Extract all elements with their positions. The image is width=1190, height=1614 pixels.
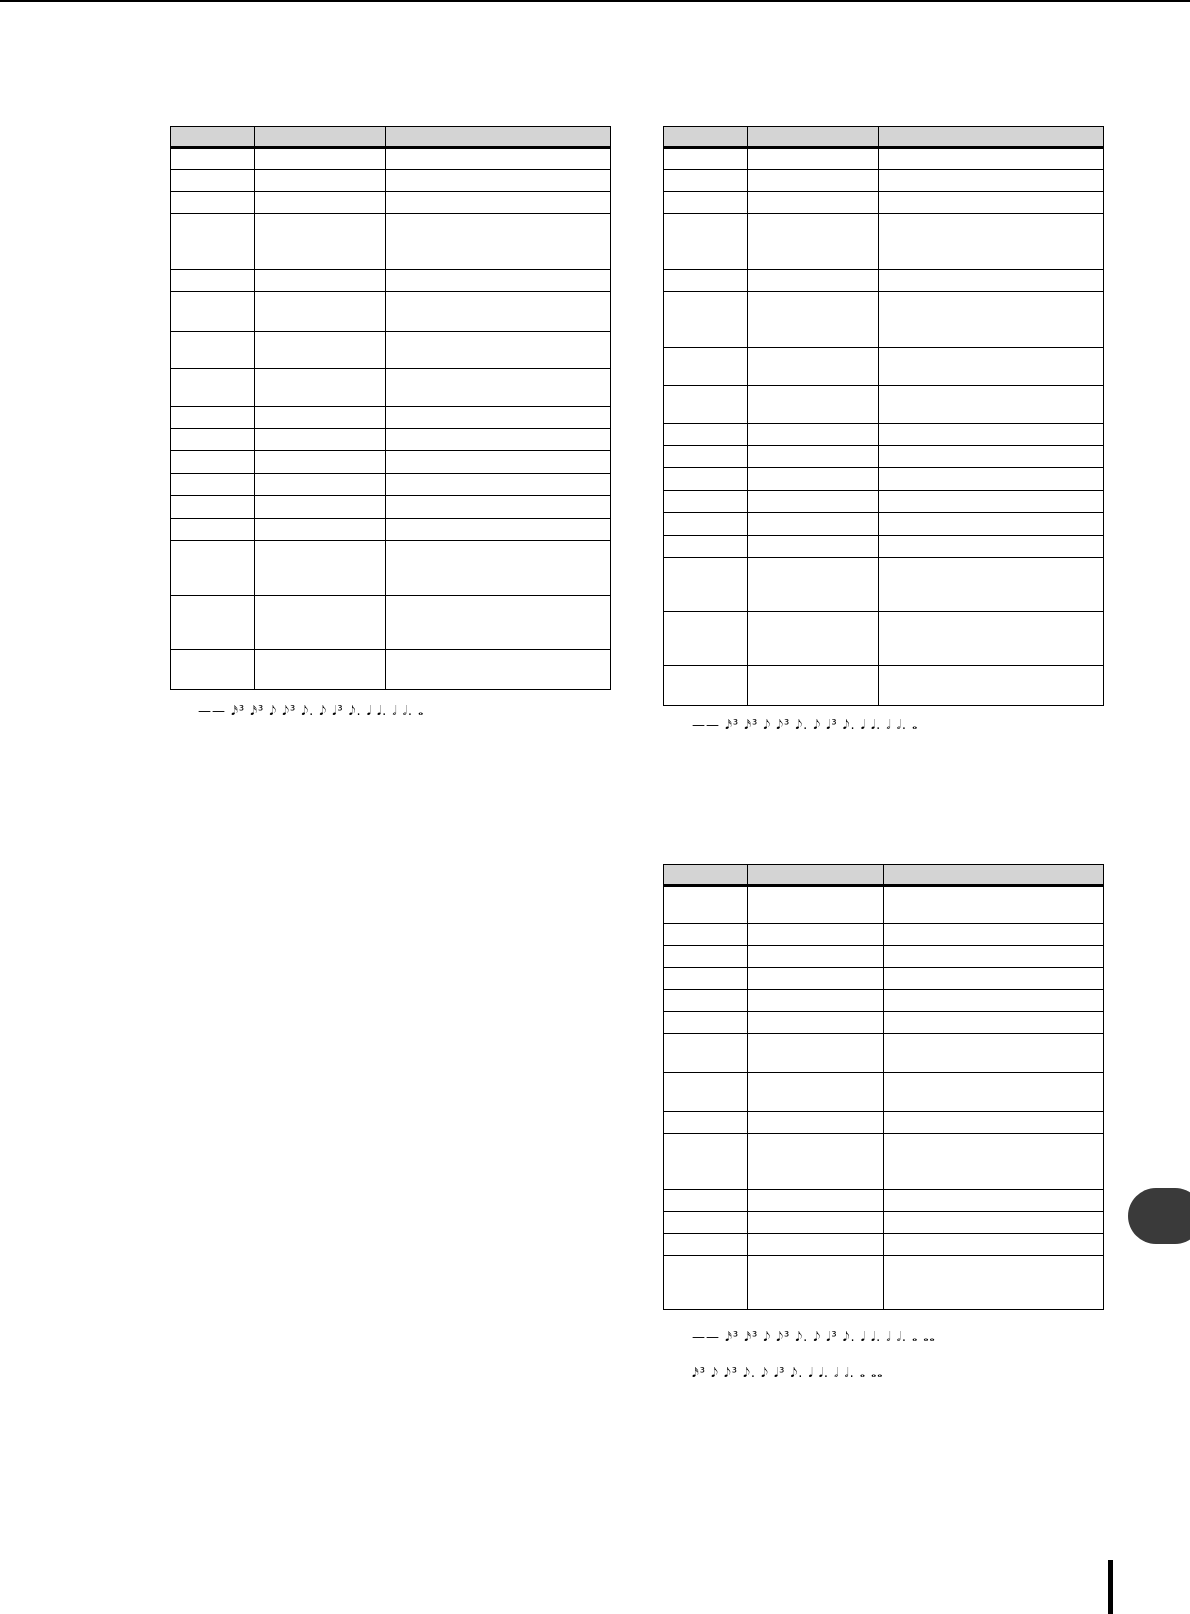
note-values-row-right-upper: —— 𝅘𝅥𝅯³ 𝅘𝅥𝅯³ 𝅘𝅥𝅮 𝅘𝅥𝅮³ 𝅘𝅥𝅮. 𝅘𝅥𝅮 𝅘𝅥³ 𝅘𝅥𝅮. 𝅘𝅥 𝅘𝅥. 𝅗𝅥 𝅗𝅥. 𝅝 (692, 718, 919, 733)
table-row (171, 650, 611, 690)
table-row (664, 348, 1104, 386)
table-row (664, 292, 1104, 348)
table-row (171, 451, 611, 474)
table-row (664, 214, 1104, 270)
table-row (664, 666, 1104, 706)
table-row (664, 968, 1104, 990)
table-row (664, 424, 1104, 446)
table-row (171, 192, 611, 214)
table-row (664, 1190, 1104, 1212)
table-row (664, 1012, 1104, 1034)
table-row (664, 1112, 1104, 1134)
page-edge-bar (1108, 1560, 1113, 1614)
table-row (171, 519, 611, 541)
table-row (664, 148, 1104, 170)
table-row (664, 270, 1104, 292)
table-row (171, 429, 611, 451)
table-row (171, 541, 611, 596)
table-row (664, 386, 1104, 424)
table-row (664, 558, 1104, 612)
top-rule (0, 0, 1190, 2)
table-row (664, 170, 1104, 192)
table-row (664, 886, 1104, 924)
note-values-row-left: —— 𝅘𝅥𝅯³ 𝅘𝅥𝅯³ 𝅘𝅥𝅮 𝅘𝅥𝅮³ 𝅘𝅥𝅮. 𝅘𝅥𝅮 𝅘𝅥³ 𝅘𝅥𝅮. 𝅘𝅥 𝅘𝅥. 𝅗𝅥 𝅗𝅥. 𝅝 (198, 704, 425, 719)
table-row (171, 596, 611, 650)
table-row (664, 192, 1104, 214)
table-row (664, 468, 1104, 491)
table-row (664, 924, 1104, 946)
table-row (171, 292, 611, 332)
table-row (664, 536, 1104, 558)
parameter-table-right-lower (663, 864, 1104, 1310)
table-row (664, 1234, 1104, 1256)
note-values-row-right-lower-2: 𝅘𝅥𝅯³ 𝅘𝅥𝅮 𝅘𝅥𝅮³ 𝅘𝅥𝅮. 𝅘𝅥𝅮 𝅘𝅥³ 𝅘𝅥𝅮. 𝅘𝅥 𝅘𝅥. 𝅗𝅥 𝅗𝅥. 𝅝 𝅝𝅝 (692, 1366, 884, 1381)
note-values-row-right-lower-1: —— 𝅘𝅥𝅯³ 𝅘𝅥𝅯³ 𝅘𝅥𝅮 𝅘𝅥𝅮³ 𝅘𝅥𝅮. 𝅘𝅥𝅮 𝅘𝅥³ 𝅘𝅥𝅮. 𝅘𝅥 𝅘𝅥. 𝅗𝅥 𝅗𝅥. 𝅝 𝅝𝅝 (692, 1330, 936, 1345)
table-row (664, 946, 1104, 968)
table-row (171, 332, 611, 369)
table-row (171, 214, 611, 270)
table-row (664, 612, 1104, 666)
table-row (171, 270, 611, 292)
table-row (664, 1256, 1104, 1310)
table-row (171, 148, 611, 170)
table-row (664, 1134, 1104, 1190)
table-row (171, 407, 611, 429)
table-header-row (664, 127, 1104, 148)
table-row (171, 474, 611, 496)
table-row (664, 1034, 1104, 1073)
table-row (664, 1073, 1104, 1112)
table-header-row (664, 865, 1104, 886)
table-row (664, 990, 1104, 1012)
table-row (664, 491, 1104, 513)
parameter-table-left (170, 126, 611, 690)
chapter-thumb-tab (1128, 1188, 1190, 1244)
table-row (171, 170, 611, 192)
table-row (171, 496, 611, 519)
parameter-table-right-upper (663, 126, 1104, 706)
table-header-row (171, 127, 611, 148)
table-row (664, 513, 1104, 536)
table-row (171, 369, 611, 407)
table-row (664, 1212, 1104, 1234)
table-row (664, 446, 1104, 468)
